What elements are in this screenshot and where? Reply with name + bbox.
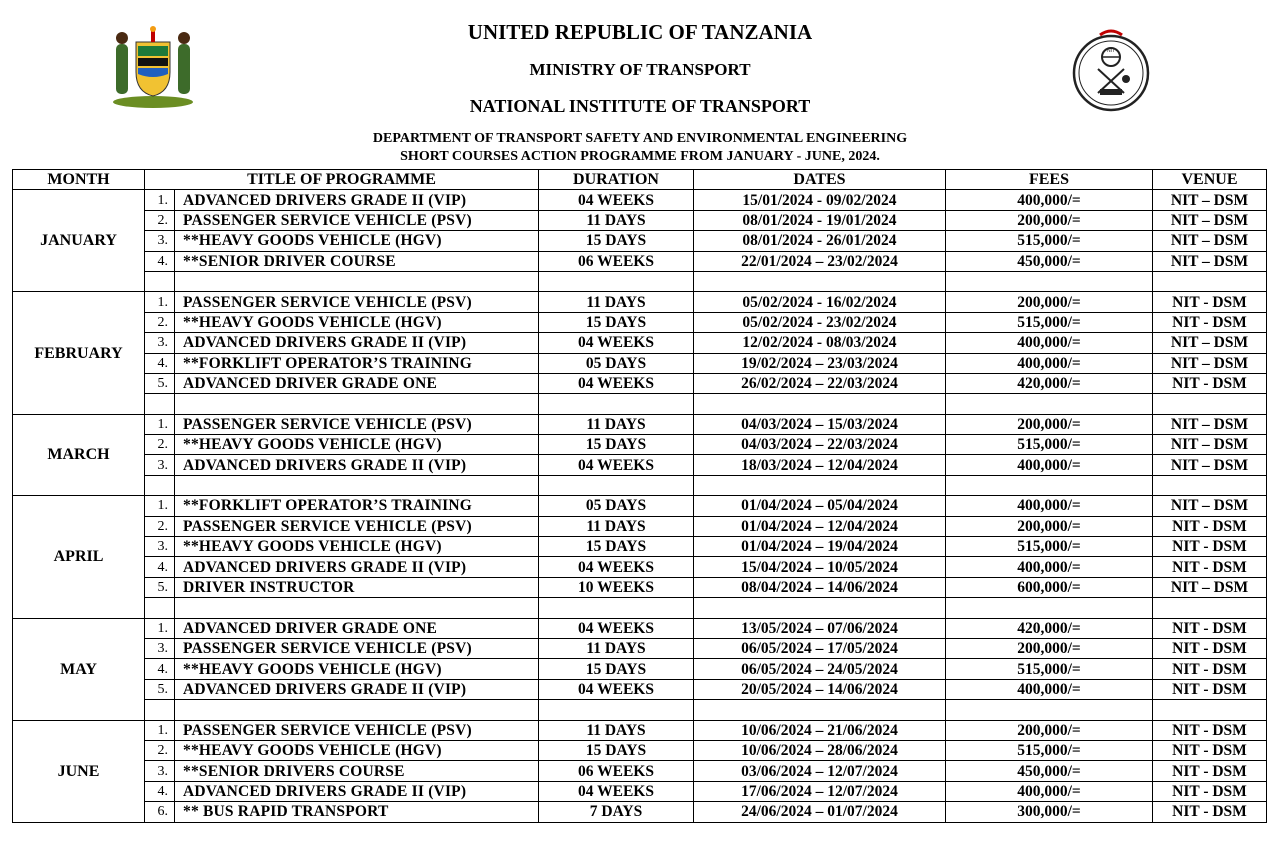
course-dates: 03/06/2024 – 12/07/2024: [694, 761, 946, 781]
course-duration: 06 WEEKS: [539, 761, 694, 781]
spacer-cell: [539, 394, 694, 414]
table-row: [13, 740, 1267, 760]
course-number: 5.: [145, 679, 175, 699]
month-cell: APRIL: [13, 496, 145, 618]
course-title: ADVANCED DRIVERS GRADE II (VIP): [175, 781, 539, 801]
course-dates: 15/01/2024 - 09/02/2024: [694, 190, 946, 210]
course-number: 4.: [145, 781, 175, 801]
spacer-cell: [539, 700, 694, 720]
course-duration: 11 DAYS: [539, 516, 694, 536]
course-fee: 515,000/=: [946, 740, 1153, 760]
course-duration: 15 DAYS: [539, 659, 694, 679]
course-number: 3.: [145, 231, 175, 251]
course-title: ** BUS RAPID TRANSPORT: [175, 802, 539, 822]
table-header-row: [13, 170, 1267, 190]
course-venue: NIT – DSM: [1153, 496, 1267, 516]
spacer-cell: [694, 394, 946, 414]
table-row: [13, 455, 1267, 475]
course-number: 1.: [145, 496, 175, 516]
course-dates: 04/03/2024 – 22/03/2024: [694, 435, 946, 455]
col-venue: VENUE: [1153, 170, 1267, 190]
table-row: [13, 781, 1267, 801]
course-duration: 15 DAYS: [539, 435, 694, 455]
course-fee: 515,000/=: [946, 435, 1153, 455]
course-number: 3.: [145, 455, 175, 475]
table-row: [13, 496, 1267, 516]
month-cell: JUNE: [13, 720, 145, 822]
table-row: [13, 231, 1267, 251]
col-dates: DATES: [694, 170, 946, 190]
course-number: 1.: [145, 190, 175, 210]
course-duration: 04 WEEKS: [539, 557, 694, 577]
course-number: 5.: [145, 577, 175, 597]
table-row: [13, 435, 1267, 455]
programme-title: SHORT COURSES ACTION PROGRAMME FROM JANUARY - JUNE, 2024.: [400, 149, 880, 164]
spacer-cell: [946, 394, 1153, 414]
table-row: [13, 618, 1267, 638]
course-title: PASSENGER SERVICE VEHICLE (PSV): [175, 292, 539, 312]
course-title: PASSENGER SERVICE VEHICLE (PSV): [175, 720, 539, 740]
course-number: 4.: [145, 557, 175, 577]
spacer-cell: [1153, 700, 1267, 720]
course-duration: 11 DAYS: [539, 720, 694, 740]
spacer-row: [13, 598, 1267, 618]
spacer-row: [13, 475, 1267, 495]
spacer-cell: [145, 475, 175, 495]
course-venue: NIT – DSM: [1153, 577, 1267, 597]
course-venue: NIT – DSM: [1153, 353, 1267, 373]
course-fee: 400,000/=: [946, 781, 1153, 801]
course-fee: 200,000/=: [946, 210, 1153, 230]
spacer-cell: [175, 271, 539, 291]
table-body: [13, 190, 1267, 822]
course-venue: NIT - DSM: [1153, 537, 1267, 557]
col-duration: DURATION: [539, 170, 694, 190]
course-duration: 11 DAYS: [539, 638, 694, 658]
course-fee: 515,000/=: [946, 537, 1153, 557]
table-row: [13, 679, 1267, 699]
course-fee: 200,000/=: [946, 292, 1153, 312]
course-dates: 18/03/2024 – 12/04/2024: [694, 455, 946, 475]
course-fee: 420,000/=: [946, 618, 1153, 638]
course-title: **HEAVY GOODS VEHICLE (HGV): [175, 659, 539, 679]
table-row: [13, 292, 1267, 312]
course-venue: NIT - DSM: [1153, 781, 1267, 801]
institute-title: NATIONAL INSTITUTE OF TRANSPORT: [469, 96, 811, 116]
table-row: [13, 557, 1267, 577]
spacer-cell: [694, 700, 946, 720]
course-duration: 11 DAYS: [539, 210, 694, 230]
course-number: 2.: [145, 210, 175, 230]
spacer-cell: [145, 271, 175, 291]
course-venue: NIT - DSM: [1153, 720, 1267, 740]
course-dates: 19/02/2024 – 23/03/2024: [694, 353, 946, 373]
course-venue: NIT – DSM: [1153, 251, 1267, 271]
course-title: ADVANCED DRIVER GRADE ONE: [175, 618, 539, 638]
course-venue: NIT - DSM: [1153, 659, 1267, 679]
spacer-cell: [1153, 598, 1267, 618]
spacer-cell: [539, 271, 694, 291]
spacer-cell: [946, 475, 1153, 495]
course-fee: 515,000/=: [946, 659, 1153, 679]
spacer-cell: [946, 700, 1153, 720]
course-title: **FORKLIFT OPERATOR’S TRAINING: [175, 496, 539, 516]
course-venue: NIT – DSM: [1153, 231, 1267, 251]
course-title: PASSENGER SERVICE VEHICLE (PSV): [175, 516, 539, 536]
course-fee: 200,000/=: [946, 720, 1153, 740]
course-dates: 20/05/2024 – 14/06/2024: [694, 679, 946, 699]
month-cell: MARCH: [13, 414, 145, 496]
course-duration: 05 DAYS: [539, 353, 694, 373]
table-row: [13, 659, 1267, 679]
course-number: 4.: [145, 251, 175, 271]
course-number: 3.: [145, 537, 175, 557]
course-number: 1.: [145, 414, 175, 434]
course-fee: 400,000/=: [946, 333, 1153, 353]
course-title: **HEAVY GOODS VEHICLE (HGV): [175, 231, 539, 251]
course-dates: 15/04/2024 – 10/05/2024: [694, 557, 946, 577]
spacer-cell: [1153, 475, 1267, 495]
course-dates: 10/06/2024 – 21/06/2024: [694, 720, 946, 740]
course-duration: 05 DAYS: [539, 496, 694, 516]
col-month: MONTH: [13, 170, 145, 190]
course-dates: 05/02/2024 - 23/02/2024: [694, 312, 946, 332]
spacer-cell: [946, 271, 1153, 291]
course-venue: NIT - DSM: [1153, 679, 1267, 699]
course-number: 1.: [145, 720, 175, 740]
course-number: 4.: [145, 659, 175, 679]
table-row: [13, 353, 1267, 373]
course-number: 1.: [145, 292, 175, 312]
course-title: **FORKLIFT OPERATOR’S TRAINING: [175, 353, 539, 373]
table-row: [13, 190, 1267, 210]
table-row: [13, 414, 1267, 434]
course-dates: 01/04/2024 – 12/04/2024: [694, 516, 946, 536]
course-number: 2.: [145, 740, 175, 760]
course-duration: 04 WEEKS: [539, 679, 694, 699]
course-duration: 15 DAYS: [539, 312, 694, 332]
course-venue: NIT – DSM: [1153, 435, 1267, 455]
course-venue: NIT – DSM: [1153, 455, 1267, 475]
table-row: [13, 720, 1267, 740]
course-number: 3.: [145, 761, 175, 781]
course-venue: NIT – DSM: [1153, 190, 1267, 210]
course-venue: NIT - DSM: [1153, 638, 1267, 658]
course-venue: NIT – DSM: [1153, 333, 1267, 353]
course-venue: NIT – DSM: [1153, 414, 1267, 434]
course-fee: 300,000/=: [946, 802, 1153, 822]
course-duration: 04 WEEKS: [539, 618, 694, 638]
spacer-cell: [175, 394, 539, 414]
course-fee: 450,000/=: [946, 251, 1153, 271]
course-title: ADVANCED DRIVERS GRADE II (VIP): [175, 557, 539, 577]
col-title: TITLE OF PROGRAMME: [145, 170, 539, 190]
course-dates: 06/05/2024 – 17/05/2024: [694, 638, 946, 658]
course-dates: 05/02/2024 - 16/02/2024: [694, 292, 946, 312]
course-dates: 06/05/2024 – 24/05/2024: [694, 659, 946, 679]
course-fee: 200,000/=: [946, 414, 1153, 434]
course-title: ADVANCED DRIVERS GRADE II (VIP): [175, 455, 539, 475]
course-fee: 200,000/=: [946, 516, 1153, 536]
course-venue: NIT - DSM: [1153, 802, 1267, 822]
spacer-cell: [946, 598, 1153, 618]
table-row: [13, 373, 1267, 393]
course-fee: 400,000/=: [946, 496, 1153, 516]
course-title: ADVANCED DRIVER GRADE ONE: [175, 373, 539, 393]
course-fee: 400,000/=: [946, 455, 1153, 475]
course-title: DRIVER INSTRUCTOR: [175, 577, 539, 597]
course-title: **HEAVY GOODS VEHICLE (HGV): [175, 312, 539, 332]
course-number: 4.: [145, 353, 175, 373]
course-fee: 450,000/=: [946, 761, 1153, 781]
spacer-cell: [175, 475, 539, 495]
table-row: [13, 638, 1267, 658]
course-fee: 515,000/=: [946, 231, 1153, 251]
course-number: 2.: [145, 435, 175, 455]
course-number: 1.: [145, 618, 175, 638]
course-duration: 10 WEEKS: [539, 577, 694, 597]
course-fee: 200,000/=: [946, 638, 1153, 658]
spacer-row: [13, 394, 1267, 414]
course-duration: 11 DAYS: [539, 292, 694, 312]
course-duration: 15 DAYS: [539, 537, 694, 557]
spacer-cell: [1153, 271, 1267, 291]
table-row: [13, 516, 1267, 536]
ministry-title: MINISTRY OF TRANSPORT: [529, 60, 751, 79]
course-dates: 01/04/2024 – 19/04/2024: [694, 537, 946, 557]
spacer-cell: [145, 394, 175, 414]
course-title: ADVANCED DRIVERS GRADE II (VIP): [175, 333, 539, 353]
course-title: **SENIOR DRIVER COURSE: [175, 251, 539, 271]
course-venue: NIT - DSM: [1153, 740, 1267, 760]
spacer-cell: [1153, 394, 1267, 414]
department-title: DEPARTMENT OF TRANSPORT SAFETY AND ENVIRONMENTAL ENGINEERING: [372, 131, 908, 146]
course-dates: 13/05/2024 – 07/06/2024: [694, 618, 946, 638]
nit-emblem-label: NIT: [1106, 48, 1116, 54]
course-venue: NIT - DSM: [1153, 618, 1267, 638]
course-duration: 04 WEEKS: [539, 333, 694, 353]
spacer-cell: [694, 598, 946, 618]
course-dates: 22/01/2024 – 23/02/2024: [694, 251, 946, 271]
month-cell: FEBRUARY: [13, 292, 145, 414]
course-venue: NIT - DSM: [1153, 373, 1267, 393]
spacer-cell: [694, 475, 946, 495]
course-fee: 420,000/=: [946, 373, 1153, 393]
course-dates: 08/04/2024 – 14/06/2024: [694, 577, 946, 597]
course-duration: 04 WEEKS: [539, 781, 694, 801]
course-venue: NIT - DSM: [1153, 292, 1267, 312]
spacer-cell: [175, 598, 539, 618]
course-dates: 08/01/2024 - 19/01/2024: [694, 210, 946, 230]
table-row: [13, 761, 1267, 781]
course-number: 3.: [145, 638, 175, 658]
course-venue: NIT - DSM: [1153, 312, 1267, 332]
course-fee: 600,000/=: [946, 577, 1153, 597]
table-row: [13, 537, 1267, 557]
table-row: [13, 802, 1267, 822]
spacer-row: [13, 271, 1267, 291]
course-fee: 400,000/=: [946, 353, 1153, 373]
spacer-cell: [175, 700, 539, 720]
course-duration: 04 WEEKS: [539, 190, 694, 210]
course-number: 2.: [145, 516, 175, 536]
course-duration: 06 WEEKS: [539, 251, 694, 271]
course-title: ADVANCED DRIVERS GRADE II (VIP): [175, 679, 539, 699]
course-dates: 01/04/2024 – 05/04/2024: [694, 496, 946, 516]
table-row: [13, 577, 1267, 597]
month-cell: MAY: [13, 618, 145, 720]
course-dates: 26/02/2024 – 22/03/2024: [694, 373, 946, 393]
course-number: 3.: [145, 333, 175, 353]
course-dates: 04/03/2024 – 15/03/2024: [694, 414, 946, 434]
course-venue: NIT - DSM: [1153, 516, 1267, 536]
table-row: [13, 312, 1267, 332]
course-number: 5.: [145, 373, 175, 393]
spacer-cell: [539, 475, 694, 495]
course-title: **HEAVY GOODS VEHICLE (HGV): [175, 435, 539, 455]
course-duration: 15 DAYS: [539, 740, 694, 760]
course-title: ADVANCED DRIVERS GRADE II (VIP): [175, 190, 539, 210]
spacer-cell: [694, 271, 946, 291]
course-title: PASSENGER SERVICE VEHICLE (PSV): [175, 414, 539, 434]
table-row: [13, 251, 1267, 271]
country-title: UNITED REPUBLIC OF TANZANIA: [467, 20, 813, 44]
course-dates: 10/06/2024 – 28/06/2024: [694, 740, 946, 760]
course-duration: 7 DAYS: [539, 802, 694, 822]
course-title: **HEAVY GOODS VEHICLE (HGV): [175, 537, 539, 557]
course-number: 2.: [145, 312, 175, 332]
course-duration: 04 WEEKS: [539, 373, 694, 393]
course-venue: NIT - DSM: [1153, 761, 1267, 781]
course-title: **HEAVY GOODS VEHICLE (HGV): [175, 740, 539, 760]
course-fee: 400,000/=: [946, 190, 1153, 210]
month-cell: JANUARY: [13, 190, 145, 292]
spacer-cell: [145, 598, 175, 618]
col-fees: FEES: [946, 170, 1153, 190]
course-duration: 15 DAYS: [539, 231, 694, 251]
course-title: PASSENGER SERVICE VEHICLE (PSV): [175, 638, 539, 658]
course-number: 6.: [145, 802, 175, 822]
course-venue: NIT – DSM: [1153, 210, 1267, 230]
table-row: [13, 210, 1267, 230]
course-venue: NIT - DSM: [1153, 557, 1267, 577]
course-title: PASSENGER SERVICE VEHICLE (PSV): [175, 210, 539, 230]
course-fee: 515,000/=: [946, 312, 1153, 332]
spacer-row: [13, 700, 1267, 720]
course-duration: 04 WEEKS: [539, 455, 694, 475]
course-duration: 11 DAYS: [539, 414, 694, 434]
spacer-cell: [539, 598, 694, 618]
course-title: **SENIOR DRIVERS COURSE: [175, 761, 539, 781]
course-dates: 08/01/2024 - 26/01/2024: [694, 231, 946, 251]
course-dates: 12/02/2024 - 08/03/2024: [694, 333, 946, 353]
course-fee: 400,000/=: [946, 679, 1153, 699]
courses-table: [12, 169, 1267, 823]
course-dates: 24/06/2024 – 01/07/2024: [694, 802, 946, 822]
course-fee: 400,000/=: [946, 557, 1153, 577]
course-dates: 17/06/2024 – 12/07/2024: [694, 781, 946, 801]
spacer-cell: [145, 700, 175, 720]
table-row: [13, 333, 1267, 353]
